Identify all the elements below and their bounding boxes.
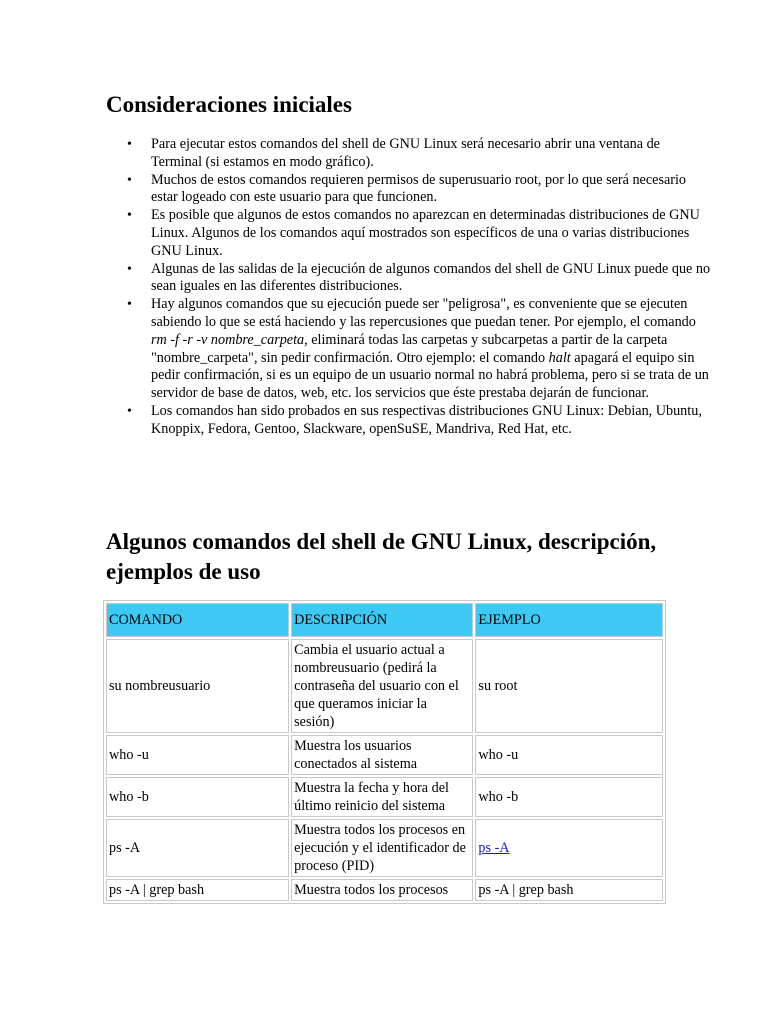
list-item: • Es posible que algunos de estos comandos no aparezcan en determinadas distribuciones de GNU Linux. Algunos de los comandos aquí mostrados son específicos de una o varias distribuciones GNU Linux.	[151, 207, 711, 260]
cell-command: who -b	[106, 777, 289, 817]
header-ejemplo: EJEMPLO	[475, 603, 663, 637]
header-comando: COMANDO	[106, 603, 289, 637]
example-link-ps-a[interactable]: ps -A	[478, 840, 510, 856]
cell-command: ps -A | grep bash	[106, 879, 289, 901]
cell-command: who -u	[106, 735, 289, 775]
considerations-list	[106, 136, 711, 439]
list-item: • Algunas de las salidas de la ejecución de algunos comandos del shell de GNU Linux puede que no sean iguales en las diferentes distribuciones.	[151, 261, 711, 297]
table-row	[106, 639, 663, 733]
cell-command: su nombreusuario	[106, 639, 289, 733]
header-descripcion: DESCRIPCIÓN	[291, 603, 473, 637]
italic-command-rm: rm -f -r -v nombre_carpeta	[151, 331, 305, 348]
italic-command-halt: halt	[548, 349, 571, 366]
cell-example	[475, 819, 663, 877]
cell-description: Muestra todos los procesos	[291, 879, 473, 901]
table-row	[106, 735, 663, 775]
cell-example: who -b	[475, 777, 663, 817]
table-row	[106, 819, 663, 877]
table-header-row	[106, 603, 663, 637]
list-item-dangerous-commands	[151, 296, 711, 403]
list-item: • Los comandos han sido probados en sus respectivas distribuciones GNU Linux: Debian, Ubuntu, Knoppix, Fedora, Gentoo, Slackware, openSuSE, Mandriva, Red Hat, etc.	[151, 403, 711, 439]
cell-description: Cambia el usuario actual a nombreusuario (pedirá la contraseña del usuario con el que queramos iniciar la sesión)	[291, 639, 473, 733]
section-title-comandos: Algunos comandos del shell de GNU Linux, descripción, ejemplos de uso	[106, 529, 657, 584]
list-item: • Para ejecutar estos comandos del shell de GNU Linux será necesario abrir una ventana de Terminal (si estamos en modo gráfico).	[151, 136, 711, 172]
cell-description: Muestra todos los procesos en ejecución y el identificador de proceso (PID)	[291, 819, 473, 877]
commands-table	[103, 600, 666, 904]
cell-description: Muestra los usuarios conectados al sistema	[291, 735, 473, 775]
cell-description: Muestra la fecha y hora del último reinicio del sistema	[291, 777, 473, 817]
cell-example: who -u	[475, 735, 663, 775]
cell-example: ps -A | grep bash	[475, 879, 663, 901]
bullet-text: , eliminará todas las carpetas y subcarpetas a partir de la carpeta "nombre_carpeta", sin pedir confirmación. Otro ejemplo: el comando	[151, 331, 668, 366]
table-row	[106, 777, 663, 817]
cell-example: su root	[475, 639, 663, 733]
list-item: • Muchos de estos comandos requieren permisos de superusuario root, por lo que será necesario estar logeado con este usuario para que funcionen.	[151, 172, 711, 208]
table-row	[106, 879, 663, 901]
bullet-text: apagará el equipo sin pedir confirmación, si es un equipo de un usuario normal no habrá problema, pero si se trata de un servidor de base de datos, web, etc. los servicios que éste prestaba dejarán de funcionar.	[151, 349, 709, 402]
section-title-consideraciones: Consideraciones iniciales	[106, 92, 352, 117]
bullet-text: Hay algunos comandos que su ejecución puede ser "peligrosa", es conveniente que se ejecuten sabiendo lo que se está haciendo y las repercusiones que puedan tener. Por ejemplo, el comando	[151, 296, 696, 330]
cell-command: ps -A	[106, 819, 289, 877]
